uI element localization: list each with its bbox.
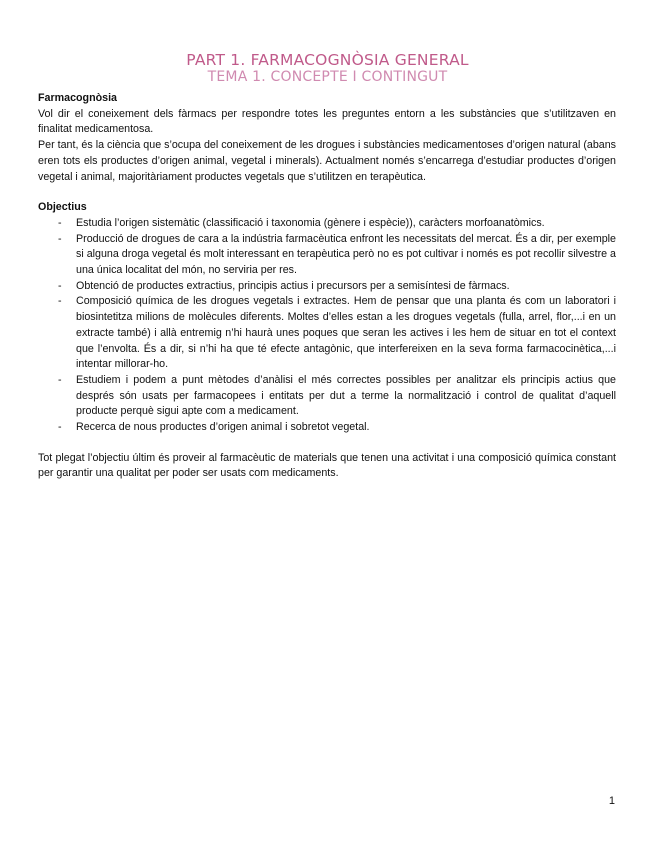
- list-item: [38, 232, 616, 279]
- list-item: [38, 294, 616, 373]
- section-heading-farmacognosia: Farmacognòsia: [38, 92, 117, 104]
- list-item-text: Obtenció de productes extractius, principis actius i precursors per a semisíntesi de fàrmacs.: [76, 279, 510, 292]
- list-item: [38, 216, 616, 232]
- bullet-dash: -: [58, 373, 62, 386]
- spacer: [38, 436, 616, 451]
- bullet-dash: -: [58, 216, 62, 229]
- bullet-dash: -: [58, 295, 62, 308]
- list-item-text: Estudia l’origen sistemàtic (classificació i taxonomia (gènere i espècie)), caràcters morfoanatòmics.: [76, 216, 545, 229]
- paragraph: Vol dir el coneixement dels fàrmacs per respondre totes les preguntes entorn a les substàncies que s’utilitzaven en finalitat medicamentosa.: [38, 107, 616, 136]
- section-heading-objectius: Objectius: [38, 201, 87, 214]
- spacer: [38, 185, 616, 200]
- paragraph: Per tant, és la ciència que s’ocupa del coneixement de les drogues i substàncies medicamentoses d’origen natural (abans eren tots els productes d’origen animal, vegetal i minerals). Actualment només s’encarrega d’estudiar productes d’origen vegetal i animal, majoritàriament productes vegetals que s’utilitzen en terapèutica.: [38, 139, 616, 183]
- document-body: [38, 91, 616, 482]
- list-item: [38, 373, 616, 420]
- list-item-text: Estudiem i podem a punt mètodes d’anàlisi el més correctes possibles per analitzar els principis actius que després són usats per farmacopees i entitats per dut a terme la normalització i control de qualitat d’aquell producte perquè sigui apte com a medicament.: [76, 373, 616, 418]
- document-header: [0, 52, 655, 85]
- list-item-text: Recerca de nous productes d’origen animal i sobretot vegetal.: [76, 421, 370, 434]
- objectives-list: [38, 216, 616, 436]
- list-item-text: Producció de drogues de cara a la indústria farmacèutica enfront les necessitats del mercat. És a dir, per exemple si alguna droga vegetal és molt interessant en terapèutica però no es pot cultivar i només es pot recollir silvestre a una única localitat del món, no serviria per res.: [76, 232, 617, 277]
- topic-subtitle: TEMA 1. CONCEPTE I CONTINGUT: [207, 69, 448, 85]
- list-item-text: Composició química de les drogues vegetals i extractes. Hem de pensar que una planta és com un laboratori i biosintetitza milions de molècules diferents. Moltes d’elles estan a les drogues vegetals (fulla, arrel, flor,...i en un extracte també) i allà entremig n’hi haurà unes poques que seran les actives i les hem de situar en tot el context que l’envolta. És a dir, si n’hi ha que té efecte antagònic, que interfereixen en la seva forma farmacocinètica,...i intentar millorar-ho.: [76, 295, 616, 371]
- bullet-dash: -: [58, 232, 62, 245]
- list-item: [38, 279, 616, 295]
- part-title: PART 1. FARMACOGNÒSIA GENERAL: [186, 51, 469, 69]
- conclusion-paragraph: Tot plegat l’objectiu últim és proveir al farmacèutic de materials que tenen una activitat i una composició química constant per garantir una qualitat per poder ser usats com medicaments.: [38, 451, 616, 480]
- page-number: 1: [608, 795, 615, 807]
- bullet-dash: -: [58, 279, 62, 292]
- bullet-dash: -: [58, 421, 62, 434]
- list-item: [38, 420, 616, 436]
